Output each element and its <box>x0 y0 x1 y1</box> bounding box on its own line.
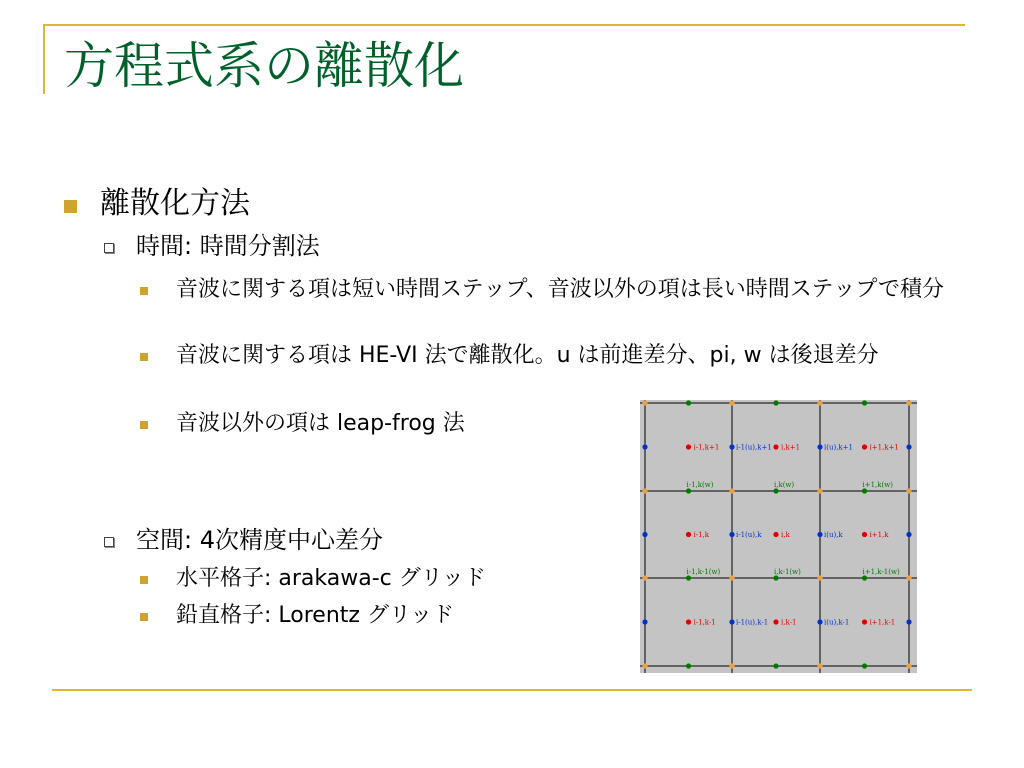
w-point <box>686 575 691 580</box>
list-item-text: 水平格子: arakawa-c グリッド <box>176 566 486 591</box>
u-point-label: i-1(u),k-1 <box>736 618 769 627</box>
corner-point <box>729 488 734 493</box>
u-point <box>906 532 911 537</box>
square-bullet-icon <box>140 576 148 584</box>
square-bullet-icon <box>140 421 148 429</box>
hollow-square-bullet-icon <box>104 243 114 253</box>
w-point <box>773 488 778 493</box>
title-top-rule <box>43 24 965 26</box>
hollow-square-bullet-icon <box>104 537 114 547</box>
w-point-label: i-1,k-1(w) <box>686 568 721 576</box>
scalar-point <box>773 444 778 449</box>
square-bullet-icon <box>140 353 148 361</box>
scalar-point-label: i,k+1 <box>781 443 801 452</box>
w-point <box>773 663 778 668</box>
u-point <box>906 619 911 624</box>
scalar-point-label: i+1,k <box>869 531 889 539</box>
u-point <box>642 532 647 537</box>
corner-point <box>642 488 647 493</box>
u-point-label: i(u),k-1 <box>824 618 850 627</box>
u-point <box>642 619 647 624</box>
w-point <box>773 400 778 405</box>
w-point <box>686 400 691 405</box>
corner-point <box>817 663 822 668</box>
u-point <box>729 619 734 624</box>
w-point-label: i+1,k(w) <box>862 481 893 489</box>
footer-rule <box>52 689 972 691</box>
corner-point <box>817 400 822 405</box>
w-point <box>773 575 778 580</box>
w-point-label: i,k-1(w) <box>774 568 801 576</box>
scalar-point-label: i+1,k+1 <box>869 443 899 452</box>
grid-diagram-canvas <box>640 400 917 673</box>
scalar-point-label: i-1,k+1 <box>693 443 720 452</box>
corner-point <box>642 663 647 668</box>
sub-bullet-text: 時間: 時間分割法 <box>136 232 320 260</box>
u-point <box>817 532 822 537</box>
sub-bullet-text: 空間: 4次精度中心差分 <box>136 526 383 554</box>
scalar-point <box>686 619 691 624</box>
w-point-label: i+1,k-1(w) <box>862 568 900 576</box>
scalar-point <box>686 532 691 537</box>
scalar-point-label: i-1,k <box>693 531 710 539</box>
w-point <box>862 575 867 580</box>
square-bullet-icon <box>140 613 148 621</box>
u-point-label: i(u),k <box>824 531 843 539</box>
corner-point <box>817 575 822 580</box>
list-item-text: 音波に関する項は HE-VI 法で離散化。u は前進差分、pi, w は後退差分 <box>176 343 879 368</box>
corner-point <box>729 400 734 405</box>
u-point <box>906 444 911 449</box>
scalar-point <box>773 532 778 537</box>
square-bullet-icon <box>140 287 148 295</box>
corner-point <box>729 575 734 580</box>
w-point <box>686 488 691 493</box>
u-point <box>729 532 734 537</box>
w-point <box>686 663 691 668</box>
u-point <box>817 619 822 624</box>
scalar-point <box>862 619 867 624</box>
title-left-rule <box>43 24 45 94</box>
list-item-text: 音波以外の項は leap-frog 法 <box>176 411 465 436</box>
slide-title: 方程式系の離散化 <box>64 37 464 95</box>
corner-point <box>817 488 822 493</box>
bullet-text: 離散化方法 <box>100 186 250 221</box>
square-bullet-icon <box>64 200 77 213</box>
u-point <box>729 444 734 449</box>
w-point <box>862 488 867 493</box>
list-item-text: 音波に関する項は短い時間ステップ、音波以外の項は長い時間ステップで積分 <box>176 277 945 302</box>
scalar-point-label: i+1,k-1 <box>869 618 896 627</box>
scalar-point <box>773 619 778 624</box>
scalar-point-label: i-1,k-1 <box>693 618 716 627</box>
scalar-point <box>686 444 691 449</box>
corner-point <box>906 575 911 580</box>
u-point-label: i-1(u),k <box>736 531 762 539</box>
corner-point <box>906 488 911 493</box>
corner-point <box>906 663 911 668</box>
u-point-label: i-1(u),k+1 <box>736 443 772 452</box>
scalar-point-label: i,k-1 <box>781 618 797 627</box>
scalar-point-label: i,k <box>781 531 790 539</box>
w-point-label: i-1,k(w) <box>686 481 714 489</box>
u-point <box>642 444 647 449</box>
corner-point <box>906 400 911 405</box>
w-point <box>862 663 867 668</box>
u-point-label: i(u),k+1 <box>824 443 853 452</box>
corner-point <box>642 575 647 580</box>
list-item-text: 鉛直格子: Lorentz グリッド <box>176 603 455 628</box>
scalar-point <box>862 532 867 537</box>
corner-point <box>642 400 647 405</box>
corner-point <box>729 663 734 668</box>
u-point <box>817 444 822 449</box>
w-point-label: i,k(w) <box>774 481 795 489</box>
w-point <box>862 400 867 405</box>
scalar-point <box>862 444 867 449</box>
staggered-grid-diagram <box>640 400 917 673</box>
